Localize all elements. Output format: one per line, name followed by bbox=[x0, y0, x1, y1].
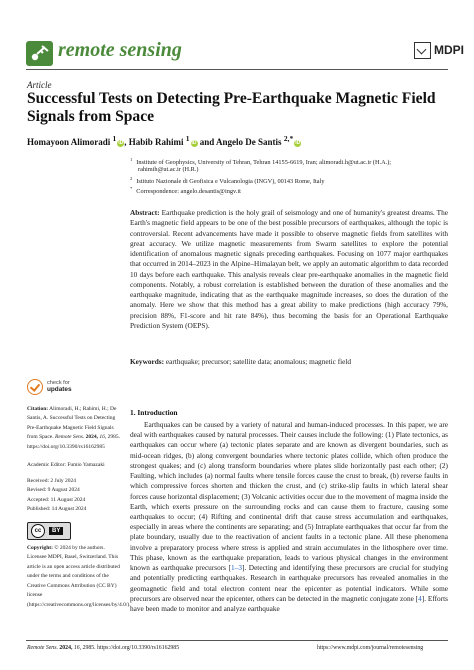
abstract-label: Abstract: bbox=[130, 208, 160, 217]
author-name: Habib Rahimi bbox=[128, 137, 184, 147]
header-rule bbox=[26, 69, 448, 70]
orcid-icon[interactable]: iD bbox=[118, 140, 124, 146]
author-name: Angelo De Santis bbox=[216, 137, 282, 147]
cc-by-license-icon[interactable] bbox=[27, 522, 71, 540]
footer-rule bbox=[26, 640, 448, 641]
copyright-block: Copyright: © 2024 by the authors. Licensee MDPI, Basel, Switzerland. This article is an open access article distributed under the terms and conditions of the Creative Commons Attribution (CC BY) license (https://creativecommons.org/licenses/by/4.0/). bbox=[27, 545, 131, 608]
check-for-updates-button[interactable] bbox=[27, 379, 87, 397]
keywords bbox=[130, 357, 448, 366]
author-affil-sup: 1 bbox=[112, 134, 117, 143]
check-updates-icon bbox=[27, 379, 43, 395]
article-title: Successful Tests on Detecting Pre-Earthquake Magnetic Field Signals from Space bbox=[27, 90, 436, 125]
author-separator: and bbox=[197, 137, 217, 147]
abstract bbox=[130, 208, 448, 331]
author-name: Homayoon Alimoradi bbox=[27, 137, 111, 147]
date-accepted: Accepted: 11 August 2024 bbox=[27, 496, 86, 503]
author-list bbox=[27, 134, 301, 147]
orcid-icon[interactable]: iD bbox=[191, 140, 197, 146]
keywords-label: Keywords: bbox=[130, 357, 165, 366]
correspondence: * Correspondence: angelo.desantis@ingv.it bbox=[130, 186, 241, 196]
article-type: Article bbox=[27, 80, 52, 90]
academic-editor: Academic Editor: Fumio Yamazaki bbox=[27, 462, 105, 468]
mdpi-logo-text: MDPI bbox=[434, 43, 464, 57]
citation-link[interactable]: 1–3 bbox=[231, 563, 242, 573]
publication-dates bbox=[27, 477, 125, 515]
cc-by-label: BY bbox=[49, 527, 63, 535]
author-separator: , bbox=[124, 137, 129, 147]
date-published: Published: 14 August 2024 bbox=[27, 506, 87, 513]
keywords-text: earthquake; precursor; satellite data; anomalous; magnetic field bbox=[165, 357, 352, 366]
introduction-paragraph: Earthquakes can be caused by a variety of natural and human-induced processes. In this paper, we are deal with earthquakes caused by natural processes. Their causes include the following: (1) Plate tectonics, as earthquakes can occur where (a) tectonic plates separate and are known as divergent boundaries, such as mid-ocean ridges, (b) along convergent boundaries where tectonic plates collide, which often produce the strongest quakes; and (c) along transform boundaries where plates slide horizontally past each other; (2) Faulting, which includes (a) normal faults where tensile forces cause the crust to break, (b) reverse faults in which compressive forces shorten and thicken the crust, and (c) strike-slip faults in which lateral shear forces cause horizontal displacement; (3) Volcanic activities occur due to the movement of magma inside the Earth, which exerts pressure on the surrounding rocks and can cause them to fracture, causing some earthquakes to occur; (4) Rifting and continental drift that cause stress accumulation and earthquakes, especially in areas where the continents are separating; and (5) Intraplate earthquakes that occur far from the plate boundary, usually due to the reactivation of ancient faults in a tectonic plane. All these phenomena involve a preparatory process where stress is applied and strain accumulates in the lithosphere over time. This phase, known as the earthquake preparation, leads to various physical changes in the environment known as earthquake precursors [1–3]. Detecting and identifying these precursors are crucial for studying and potentially predicting earthquakes. Research in earthquake precursors has revealed anomalies in the geomagnetic field and total electron content near the epicenter as potential indicators. While some precursors are observed near the epicenter, others can be detected in the magnetic conjugate zone [4]. Efforts have been made to monitor and analyze earthquake bbox=[130, 420, 448, 613]
footer-journal-link[interactable]: https://www.mdpi.com/journal/remotesensing bbox=[317, 645, 424, 651]
mdpi-logo bbox=[414, 41, 464, 59]
journal-name: remote sensing bbox=[58, 39, 182, 61]
abstract-text: Earthquake prediction is the holy grail of seismology and one of humanity's greatest dreams. The Earth's magnetic field appears to be one of the best possible precursors of earthquakes, although the topic is controversial. Recent advancements have made it possible to observe magnetic fields from satellites with great accuracy. We utilize magnetic measurements from Swarm satellites to explore the potential identification of anomalous magnetic signals preceding earthquakes. Focusing on 1077 major earthquakes that occurred in 2014–2023 in the Alpine–Himalayan belt, we apply an automatic algorithm to data recorded 10 days before each earthquake. This analysis reveals clear pre-earthquake anomalies in the magnetic field components. Notably, a robust correlation is established between the duration of these anomalies and the earthquake magnitude, indicating that as the earthquake magnitude increases, so does the duration of the anomaly. Here we show that this method has a great ability to make predictions (high accuracy 79%, precision 88%, F1-score and hit rate 84%), thus becoming the basis for an Operational Earthquake Prediction System (OEPS). bbox=[130, 208, 448, 330]
affiliation: $^1$ Institute of Geophysics, University of Tehran, Tehran 14155-6619, Iran; alimoradi.h@ut.ac.ir (H.A.); bbox=[130, 157, 392, 167]
footer-citation: Remote Sens. 2024, 16, 2985. https://doi.org/10.3390/rs16162985 bbox=[27, 645, 180, 651]
date-revised: Revised: 9 August 2024 bbox=[27, 487, 80, 494]
citation-block: Citation: Alimoradi, H.; Rahimi, H.; De Santis, A. Successful Tests on Detecting Pre-Earthquake Magnetic Field Signals from Space. Remote Sens. 2024, 16, 2985. https://doi.org/10.3390/rs16162985 bbox=[27, 406, 121, 450]
cc-symbol: cc bbox=[31, 524, 45, 538]
citation-link[interactable]: 4 bbox=[418, 593, 422, 603]
orcid-icon[interactable]: iD bbox=[295, 140, 301, 146]
mdpi-box-icon bbox=[414, 42, 431, 59]
author-affil-sup: 2,* bbox=[283, 134, 294, 143]
author-affil-sup: 1 bbox=[185, 134, 190, 143]
affiliation: $^2$ Istituto Nazionale di Geofisica e Vulcanologia (INGV), 00143 Rome, Italy bbox=[130, 176, 325, 186]
date-received: Received: 2 July 2024 bbox=[27, 478, 77, 484]
introduction-body bbox=[130, 420, 448, 614]
journal-logo-icon bbox=[26, 41, 53, 66]
affiliation-cont: rahimih@ut.ac.ir (H.R.) bbox=[138, 166, 199, 173]
section-heading-introduction: 1. Introduction bbox=[130, 408, 178, 417]
check-updates-label: check for updates bbox=[47, 380, 72, 393]
